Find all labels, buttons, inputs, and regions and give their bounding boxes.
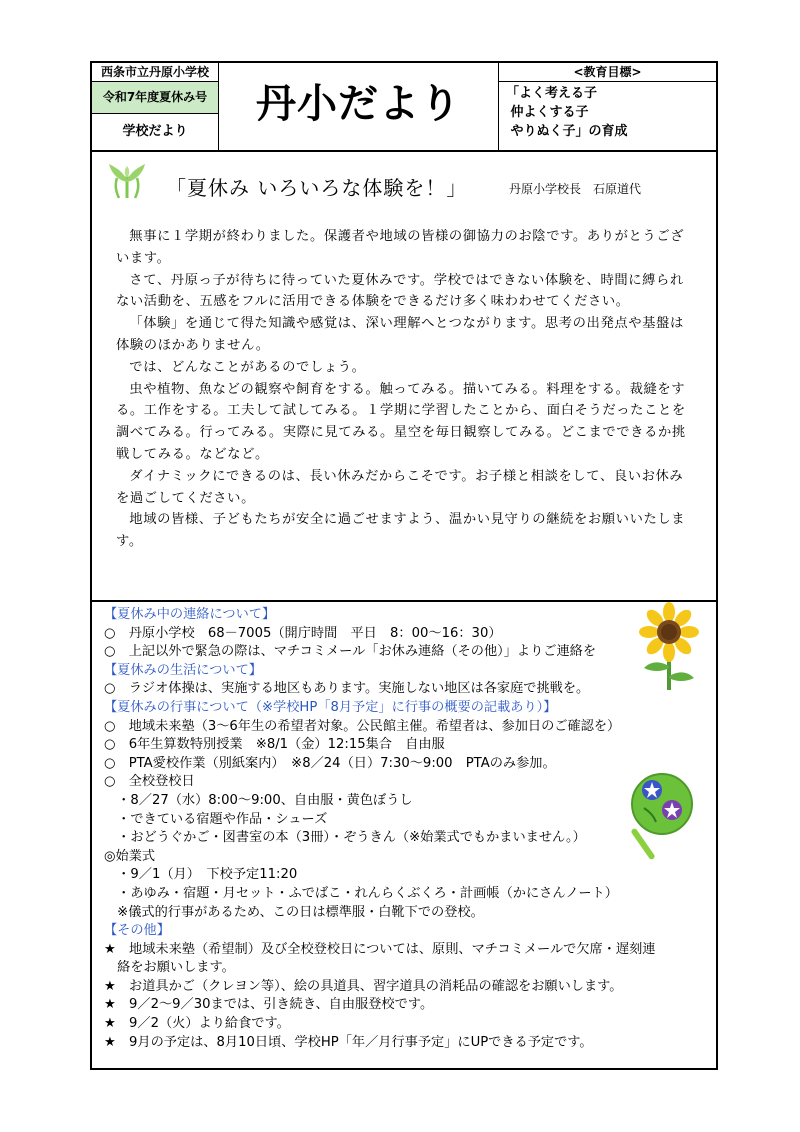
notice-item: ○ 上記以外で緊急の際は、マチコミメール「お休み連絡（その他）」よりご連絡を — [104, 644, 597, 660]
message-paragraph: 無事に１学期が終わりました。保護者や地域の皆様の御協力のお陰です。ありがとうございます。 — [116, 229, 685, 266]
notice-item: ・おどうぐかご・図書室の本（3冊）・ぞうきん（※始業式でもかまいません。） — [104, 830, 586, 846]
notice-item: ○ 6年生算数特別授業 ※8/1（金）12:15集合 自由服 — [104, 737, 445, 753]
notice-item: ○ 丹原小学校 68－7005（開庁時間 平日 8：00～16：30） — [104, 625, 502, 641]
notice-item: ・8／27（水）8:00～9:00、自由服・黄色ぼうし — [104, 792, 413, 808]
notice-item: ★ 9月の予定は、8月10日頃、学校HP「年／月行事予定」にUPできる予定です。 — [104, 1034, 593, 1050]
notice-item: ・9／1（月） 下校予定11:20 — [104, 867, 298, 883]
message-author: 丹原小学校長 石原道代 — [509, 182, 642, 196]
sunflower-icon — [636, 602, 702, 690]
notice-item: ○ 全校登校日 — [104, 774, 195, 790]
notice-heading: 【夏休み中の連絡について】 — [104, 607, 276, 622]
notice-item: ★ 9／2～9／30までは、引き続き、自由服登校です。 — [104, 997, 434, 1013]
notice-item: ○ PTA愛校作業（別紙案内） ※8／24（日）7:30～9:00 PTAのみ参加。 — [104, 755, 556, 771]
notice-item: ★ お道具かご（クレヨン等）、絵の具道具、習字道具の消耗品の確認をお願いします。 — [104, 978, 623, 994]
notice-item: ・あゆみ・宿題・月セット・ふでばこ・れんらくぶくろ・計画帳（かにさんノート） — [104, 885, 618, 901]
notice-item: ○ 地域未来塾（3～6年生の希望者対象。公民館主催。希望者は、参加日のご確認を） — [104, 718, 621, 734]
notice-list — [104, 606, 694, 1052]
notice-item: 絡をお願いします。 — [104, 960, 235, 976]
message-body — [116, 226, 694, 553]
sprout-icon — [105, 160, 149, 200]
message-paragraph: 「体験」を通じて得た知識や感覚は、深い理解へとつながります。思考の出発点や基盤は体験のほかありません。 — [116, 316, 684, 353]
notice-item: ★ 9／2（火）より給食です。 — [104, 1016, 290, 1032]
issue-label: 令和7年度夏休み号 — [92, 82, 219, 114]
education-goal — [506, 84, 711, 141]
message-paragraph: ダイナミックにできるのは、長い休みだからこそです。お子様と相談をして、良いお休みを過ごしてください。 — [116, 468, 684, 506]
school-name: 西条市立丹原小学校 — [92, 63, 219, 82]
newsletter-type: 学校だより — [92, 114, 219, 150]
education-goal-heading: <教育目標> — [499, 63, 716, 82]
newsletter-title: 丹小だより — [219, 63, 499, 150]
goal-line: 「よく考える子 — [506, 86, 598, 101]
goal-line: やりぬく子」の育成 — [506, 124, 628, 139]
message-paragraph: 地域の皆様、子どもたちが安全に過ごせますよう、温かい見守りの継続をお願いいたします。 — [116, 512, 686, 550]
notice-item: ・できている宿題や作品・シューズ — [104, 811, 328, 827]
message-title: 「夏休み いろいろな体験を！」 — [166, 176, 468, 200]
notice-heading: 【夏休みの行事について（※学校HP「8月予定」に行事の概要の記載あり）】 — [104, 699, 557, 715]
message-paragraph: さて、丹原っ子が待ちに待っていた夏休みです。学校ではできない体験を、時間に縛られない活動を、五感をフルに活用できる体験をできるだけ多く味わわせてください。 — [116, 272, 684, 310]
message-paragraph: 虫や植物、魚などの観察や飼育をする。触ってみる。描いてみる。料理をする。裁縫をする。工作をする。工夫して試してみる。１学期に学習したことから、面白そうだったことを調べてみる。行ってみる。実際に見てみる。星空を毎日観察してみる。どこまでできるか挑戦してみる。などなど。 — [116, 381, 686, 462]
uchiwa-fan-icon — [624, 768, 694, 864]
notice-heading: 【夏休みの生活について】 — [104, 662, 262, 678]
notice-item: ○ ラジオ体操は、実施する地区もあります。実施しない地区は各家庭で挑戦を。 — [104, 681, 590, 697]
notice-item: ★ 地域未来塾（希望制）及び全校登校日については、原則、マチコミメールで欠席・遅刻連 — [104, 941, 656, 957]
notice-item: ※儀式的行事があるため、この日は標準服・白靴下での登校。 — [104, 904, 484, 920]
goal-line: 仲よくする子 — [506, 105, 589, 120]
message-paragraph: では、どんなことがあるのでしょう。 — [129, 359, 366, 375]
notice-item: ◎始業式 — [104, 848, 156, 864]
notice-heading: 【その他】 — [104, 923, 170, 939]
masthead — [90, 61, 718, 152]
